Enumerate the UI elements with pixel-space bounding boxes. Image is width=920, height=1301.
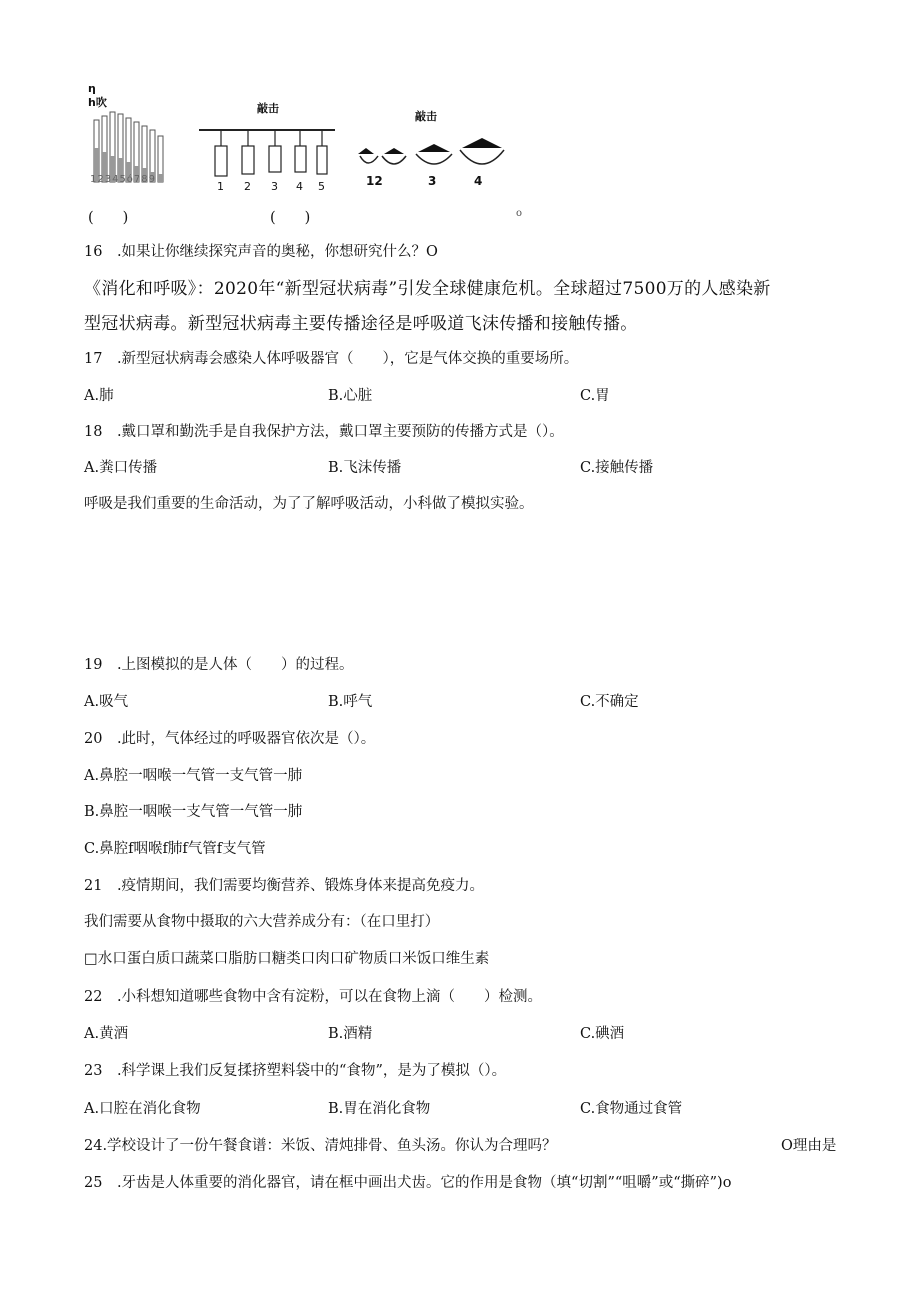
- figure2-number: 1: [217, 180, 224, 193]
- q23-option-a[interactable]: A.口腔在消化食物: [84, 1101, 201, 1117]
- figure1-answer-parens: ( ): [88, 210, 129, 226]
- figure2-title: 敲击: [257, 102, 279, 115]
- q24-reason-prompt: O理由是: [781, 1138, 837, 1154]
- breathing-intro: 呼吸是我们重要的生命活动，为了了解呼吸活动，小科做了模拟实验。: [84, 496, 534, 512]
- section-intro-line1: 《消化和呼吸》：2020年“新型冠状病毒”引发全球健康危机。全球超过7500万的人感染新: [84, 279, 771, 299]
- figure2-number: 4: [296, 180, 303, 193]
- q19-option-b[interactable]: B.呼气: [328, 694, 373, 710]
- figure1-scale: 12345ó789: [90, 174, 157, 185]
- figure2-number: 2: [244, 180, 251, 193]
- bowls-illustration: [352, 134, 512, 174]
- question-18: 18 .戴口罩和勤洗手是自我保护方法，戴口罩主要预防的传播方式是（）。: [84, 424, 564, 440]
- question-19: 19 .上图模拟的是人体（ ）的过程。: [84, 657, 354, 673]
- figure3-number: 4: [474, 174, 483, 188]
- q19-option-a[interactable]: A.吸气: [84, 694, 129, 710]
- figure-blowing-bottles: [86, 82, 176, 202]
- figure2-number: 3: [271, 180, 278, 193]
- q18-option-b[interactable]: B.飞沫传播: [328, 460, 402, 476]
- q20-option-b[interactable]: B.鼻腔一咽喉一支气管一气管一肺: [84, 804, 303, 820]
- q23-option-b[interactable]: B.胃在消化食物: [328, 1101, 431, 1117]
- q17-option-b[interactable]: B.心脏: [328, 388, 373, 404]
- question-22: 22 .小科想知道哪些食物中含有淀粉，可以在食物上滴（ ）检测。: [84, 989, 543, 1005]
- figure3-number: 12: [366, 174, 383, 188]
- question-17: 17 .新型冠状病毒会感染人体呼吸器官（ ），它是气体交换的重要场所。: [84, 351, 579, 367]
- question-20: 20 .此时，气体经过的呼吸器官依次是（）。: [84, 731, 376, 747]
- tubes-illustration: [195, 118, 340, 178]
- q19-option-c[interactable]: C.不确定: [580, 694, 639, 710]
- q22-option-c[interactable]: C.碘酒: [580, 1026, 625, 1042]
- figure2-numbers: [195, 180, 340, 196]
- figure-bowls: [352, 104, 512, 192]
- q17-option-c[interactable]: C.胃: [580, 388, 610, 404]
- q20-option-c[interactable]: C.鼻腔f咽喉f肺f气管f支气管: [84, 841, 266, 857]
- question-16: 16 .如果让你继续探究声音的奥秘，你想研究什么？O: [84, 244, 438, 260]
- q21-nutrients-prompt: 我们需要从食物中摄取的六大营养成分有：（在口里打）: [84, 914, 440, 930]
- q18-option-a[interactable]: A.粪口传播: [84, 460, 158, 476]
- figure3-end-mark: o: [516, 208, 523, 219]
- figure-hanging-tubes: [195, 100, 340, 200]
- q23-option-c[interactable]: C.食物通过食管: [580, 1101, 683, 1117]
- q17-option-a[interactable]: A.肺: [84, 388, 114, 404]
- figure3-title: 敲击: [415, 110, 437, 123]
- question-23: 23 .科学课上我们反复揉挤塑料袋中的“食物”，是为了模拟（）。: [84, 1063, 507, 1079]
- q18-option-c[interactable]: C.接触传播: [580, 460, 654, 476]
- q22-option-a[interactable]: A.黄酒: [84, 1026, 129, 1042]
- figure2-answer-parens: ( ): [270, 210, 311, 226]
- q21-nutrient-checklist[interactable]: □水口蛋白质口蔬菜口脂肪口糖类口肉口矿物质口米饭口维生素: [84, 951, 490, 967]
- q22-option-b[interactable]: B.酒精: [328, 1026, 373, 1042]
- question-24: 24.学校设计了一份午餐食谱：米饭、清炖排骨、鱼头汤。你认为合理吗？: [84, 1138, 557, 1154]
- question-25: 25 .牙齿是人体重要的消化器官，请在框中画出犬齿。它的作用是食物（填“切割”“咀嚼”或“撕碎”)o: [84, 1175, 732, 1191]
- figure1-label-top: η: [88, 82, 96, 95]
- question-21: 21 .疫情期间，我们需要均衡营养、锻炼身体来提高免疫力。: [84, 878, 485, 894]
- q20-option-a[interactable]: A.鼻腔一咽喉一气管一支气管一肺: [84, 768, 303, 784]
- figure1-label-blow: h吹: [88, 96, 107, 109]
- section-intro-line2: 型冠状病毒。新型冠状病毒主要传播途径是呼吸道飞沫传播和接触传播。: [84, 314, 638, 334]
- figure2-number: 5: [318, 180, 325, 193]
- figure3-number: 3: [428, 174, 437, 188]
